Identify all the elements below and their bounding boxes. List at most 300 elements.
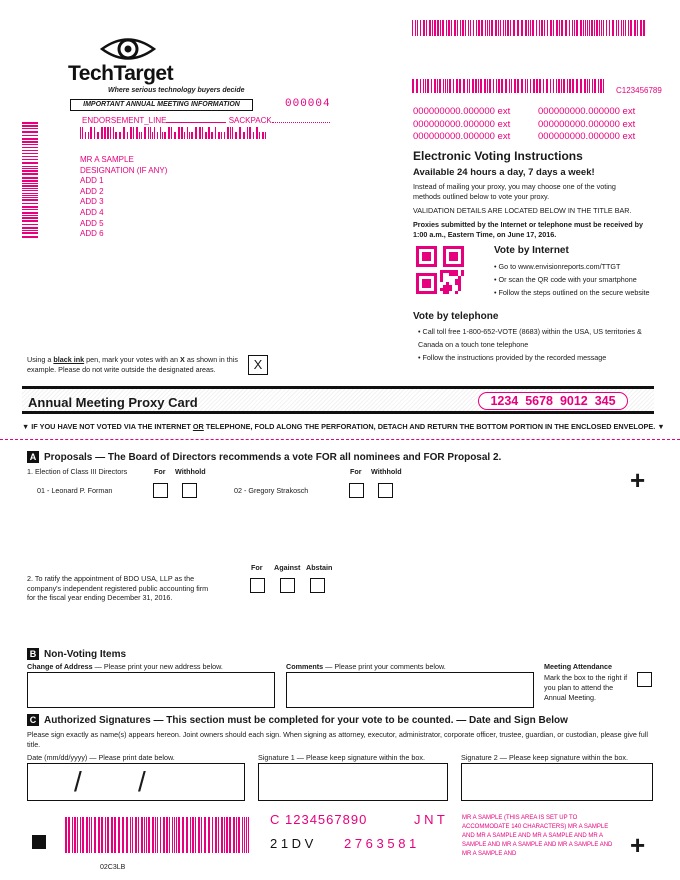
registration-plus-bottom: +	[630, 830, 646, 860]
barcode-bar	[454, 20, 456, 36]
barcode-bar	[22, 224, 38, 225]
barcode-bar	[420, 20, 421, 36]
barcode-bar	[163, 817, 165, 853]
barcode-bar	[77, 817, 78, 853]
barcode-bar	[459, 79, 461, 93]
barcode-bar	[233, 817, 235, 853]
barcode-bar	[463, 79, 465, 93]
barcode-bar	[567, 79, 568, 93]
barcode-bar	[22, 220, 38, 222]
footer-barcode	[65, 817, 255, 853]
barcode-bar	[426, 20, 427, 36]
barcode-bar	[89, 817, 90, 853]
barcode-bar	[589, 20, 590, 36]
barcode-bar	[587, 79, 588, 93]
qr-code	[416, 246, 464, 294]
techtarget-logo	[68, 32, 268, 92]
barcode-bar	[247, 127, 248, 139]
logo-text: TechTarget	[68, 62, 174, 85]
barcode-bar	[634, 20, 636, 36]
barcode-bar	[111, 817, 113, 853]
barcode-bar	[569, 79, 571, 93]
barcode-bar	[559, 20, 560, 36]
comments-bold: Comments	[286, 662, 324, 671]
section-c-letter: C	[27, 714, 39, 726]
barcode-bar	[599, 20, 600, 36]
barcode-bar	[190, 817, 191, 853]
comments-label	[286, 662, 446, 671]
barcode-bar	[630, 20, 632, 36]
nominee-2-for-checkbox[interactable]	[349, 483, 364, 498]
barcode-bar	[536, 20, 537, 36]
barcode-bar	[456, 79, 458, 93]
barcode-bar	[473, 20, 474, 36]
proposal-2-label: 2. To ratify the appointment of BDO USA, LLP as the company's independent registered public accounting firm for the fiscal year ending December 31, 2016.	[27, 574, 209, 602]
barcode-bar	[139, 132, 140, 139]
barcode-bar	[572, 20, 573, 36]
barcode-bar	[558, 79, 560, 93]
barcode-bar	[248, 817, 249, 853]
comments-rest: — Please print your comments below.	[323, 662, 446, 671]
signature-1-label: Signature 1 — Please keep signature within the box.	[258, 753, 426, 762]
barcode-bar	[22, 153, 38, 154]
barcode-bar	[178, 127, 180, 139]
barcode-bar	[521, 79, 523, 93]
barcode-bar	[513, 20, 515, 36]
barcode-bar	[574, 20, 575, 36]
barcode-bar	[104, 127, 106, 139]
barcode-bar	[533, 79, 535, 93]
p2-abstain-checkbox[interactable]	[310, 578, 325, 593]
barcode-bar	[221, 132, 222, 139]
barcode-bar	[230, 127, 231, 139]
barcode-bar	[157, 817, 158, 853]
barcode-bar	[22, 168, 38, 169]
barcode-bar	[146, 817, 147, 853]
barcode-bar	[448, 20, 450, 36]
barcode-bar	[423, 79, 424, 93]
barcode-bar	[22, 193, 38, 194]
barcode-bar	[171, 127, 172, 139]
barcode-bar	[569, 20, 570, 36]
voting-intro: Instead of mailing your proxy, you may choose one of the voting methods outlined below to vote your proxy.	[413, 182, 616, 201]
barcode-bar	[115, 132, 117, 139]
barcode-bar	[119, 132, 121, 139]
barcode-bar	[576, 79, 578, 93]
barcode-bar	[215, 127, 216, 139]
left-vertical-barcode	[22, 122, 38, 240]
barcode-bar	[539, 79, 541, 93]
comments-box[interactable]	[286, 672, 534, 708]
barcode-bar	[141, 132, 142, 139]
barcode-bar	[591, 20, 593, 36]
registration-plus-top: +	[630, 465, 646, 495]
barcode-bar	[22, 230, 38, 231]
date-box[interactable]	[27, 763, 245, 801]
barcode-bar	[262, 132, 264, 139]
barcode-bar	[447, 79, 448, 93]
barcode-bar	[212, 817, 213, 853]
barcode-bar	[475, 79, 477, 93]
barcode-bar	[556, 20, 558, 36]
barcode-bar	[22, 159, 38, 160]
barcode-bar	[198, 817, 200, 853]
p1-for-header: For	[154, 467, 166, 476]
barcode-bar	[101, 817, 103, 853]
barcode-bar	[22, 177, 38, 179]
barcode-bar	[182, 817, 184, 853]
phone-title: Vote by telephone	[413, 311, 499, 322]
barcode-bar	[525, 79, 526, 93]
barcode-bar	[94, 817, 96, 853]
barcode-bar	[168, 127, 170, 139]
fold-instruction	[22, 422, 665, 431]
tagline: Where serious technology buyers decide	[108, 87, 245, 94]
barcode-bar	[22, 138, 38, 140]
barcode-bar	[505, 20, 506, 36]
voting-available: Available 24 hours a day, 7 days a week!	[413, 167, 595, 178]
ink-post: as shown in this example. Please do not write outside the designated areas.	[27, 355, 238, 374]
address-line: ADD 4	[80, 207, 104, 217]
barcode-bar	[138, 817, 139, 853]
barcode-bar	[22, 197, 38, 198]
barcode-bar	[224, 817, 225, 853]
barcode-bar	[152, 817, 154, 853]
barcode-bar	[195, 127, 197, 139]
barcode-bar	[195, 817, 196, 853]
barcode-bar	[97, 132, 99, 139]
barcode-bar	[144, 817, 145, 853]
date-label: Date (mm/dd/yyyy) — Please print date below.	[27, 753, 175, 762]
barcode-bar	[22, 185, 38, 187]
barcode-bar	[90, 127, 92, 139]
barcode-bar	[74, 817, 76, 853]
nominee-2: 02 - Gregory Strakosch	[234, 486, 309, 495]
barcode-bar	[589, 79, 590, 93]
p2-against-checkbox[interactable]	[280, 578, 295, 593]
barcode-bar	[596, 20, 598, 36]
sackpack-label: SACKPACK	[228, 116, 272, 125]
barcode-bar	[201, 817, 202, 853]
barcode-bar	[517, 20, 519, 36]
barcode-bar	[556, 79, 557, 93]
barcode-bar	[192, 817, 194, 853]
barcode-bar	[487, 20, 488, 36]
barcode-bar	[495, 20, 497, 36]
barcode-bar	[511, 79, 512, 93]
top-barcode	[412, 20, 664, 36]
barcode-bar	[550, 79, 551, 93]
barcode-bar	[449, 79, 451, 93]
barcode-bar	[243, 132, 245, 139]
signature-instructions: Please sign exactly as name(s) appears hereon. Joint owners should each sign. When signing as attorney, executor, administrator, corporate officer, trustee, guardian, or custodian, please give full title.	[27, 730, 648, 749]
barcode-bar	[238, 817, 240, 853]
nominee-1-for-checkbox[interactable]	[153, 483, 168, 498]
barcode-bar	[547, 20, 548, 36]
p2-for-checkbox[interactable]	[250, 578, 265, 593]
barcode-bar	[82, 127, 83, 139]
barcode-bar	[22, 206, 38, 208]
barcode-bar	[178, 817, 180, 853]
section-b-title: Non-Voting Items	[44, 648, 127, 660]
barcode-bar	[493, 79, 494, 93]
barcode-bar	[489, 20, 490, 36]
barcode-bar	[22, 141, 38, 143]
barcode-bar	[500, 20, 501, 36]
barcode-bar	[101, 127, 103, 139]
barcode-bar	[130, 127, 132, 139]
barcode-bar	[572, 79, 574, 93]
barcode-bar	[505, 79, 507, 93]
section-a-header	[27, 451, 501, 463]
barcode-bar	[478, 79, 479, 93]
footer-code-1-suffix: J N T	[414, 812, 445, 827]
barcode-bar	[539, 20, 540, 36]
barcode-bar	[440, 20, 441, 36]
barcode-bar	[239, 127, 241, 139]
endorsement-line	[82, 116, 330, 125]
barcode-bar	[211, 132, 213, 139]
important-info-box: IMPORTANT ANNUAL MEETING INFORMATION	[70, 99, 253, 111]
barcode-bar	[160, 127, 161, 139]
barcode-bar	[517, 79, 519, 93]
barcode-bar	[249, 127, 251, 139]
signature-2-box[interactable]	[461, 763, 653, 801]
barcode-bar	[22, 150, 38, 151]
qr-code-icon	[416, 246, 464, 294]
barcode-bar	[423, 20, 425, 36]
barcode-bar	[420, 79, 421, 93]
barcode-bar	[88, 132, 89, 139]
barcode-bar	[603, 20, 604, 36]
barcode-bar	[600, 79, 602, 93]
barcode-bar	[553, 20, 554, 36]
barcode-bar	[594, 79, 596, 93]
attendance-checkbox[interactable]	[637, 672, 652, 687]
barcode-bar	[640, 20, 642, 36]
ext-value: 000000000.000000 ext	[538, 118, 636, 130]
barcode-bar	[565, 20, 567, 36]
barcode-bar	[105, 817, 106, 853]
endorsement-label: ENDORSEMENT_LINE	[82, 116, 167, 125]
section-a-letter: A	[27, 451, 39, 463]
fold-or: OR	[192, 422, 204, 431]
barcode-bar	[133, 127, 134, 139]
barcode-bar	[625, 20, 626, 36]
barcode-bar	[598, 79, 599, 93]
fold-post: TELEPHONE, FOLD ALONG THE PERFORATION, DETACH AND RETURN THE BOTTOM PORTION IN THE ENCLOSED ENVELOPE. ▼	[203, 422, 665, 431]
barcode-bar	[94, 127, 95, 139]
barcode-bar	[22, 162, 38, 164]
internet-title: Vote by Internet	[494, 245, 569, 256]
barcode-bar	[107, 127, 109, 139]
barcode-bar	[592, 79, 593, 93]
barcode-bar	[509, 79, 510, 93]
barcode-bar	[85, 132, 86, 139]
barcode-bar	[503, 20, 504, 36]
barcode-bar	[585, 20, 586, 36]
p1-withhold-header: Withhold	[175, 467, 206, 476]
ext-values	[413, 106, 643, 144]
date-slash-1: /	[74, 766, 82, 797]
barcode-bar	[98, 817, 100, 853]
barcode-bar	[434, 20, 436, 36]
barcode-bar	[623, 20, 624, 36]
p2-abstain-header: Abstain	[306, 563, 333, 572]
phone-item: • Call toll free 1-800-652-VOTE (8683) within the USA, US territories & Canada on a touch tone telephone	[418, 327, 642, 349]
barcode-bar	[110, 127, 111, 139]
voting-deadline: Proxies submitted by the Internet or telephone must be received by 1:00 a.m., Eastern Time, on June 17, 2016.	[413, 220, 644, 239]
barcode-bar	[189, 132, 190, 139]
ink-mid: pen, mark your votes with an	[84, 355, 181, 364]
ext-value: 000000000.000000 ext	[413, 106, 511, 117]
address-line: ADD 5	[80, 218, 104, 228]
barcode-bar	[576, 20, 578, 36]
barcode-bar	[561, 79, 562, 93]
barcode-bar	[22, 183, 38, 184]
barcode-bar	[65, 817, 67, 853]
barcode-bar	[176, 817, 177, 853]
barcode-bar	[184, 132, 185, 139]
barcode-bar	[68, 817, 70, 853]
barcode-bar	[563, 79, 565, 93]
barcode-bar	[130, 817, 131, 853]
barcode-bar	[215, 817, 217, 853]
voting-validation: VALIDATION DETAILS ARE LOCATED BELOW IN THE TITLE BAR.	[413, 206, 632, 215]
barcode-bar	[22, 180, 38, 182]
barcode-bar	[22, 215, 38, 216]
change-address-box[interactable]	[27, 672, 275, 708]
nominee-1-withhold-checkbox[interactable]	[182, 483, 197, 498]
barcode-bar	[144, 127, 146, 139]
barcode-bar	[191, 132, 193, 139]
barcode-bar	[429, 20, 431, 36]
form-code: 02C3LB	[100, 864, 126, 871]
barcode-bar	[174, 817, 175, 853]
barcode-bar	[431, 79, 432, 93]
barcode-bar	[80, 817, 81, 853]
footer-code-2: 2 1 D V	[270, 836, 314, 851]
section-a-title: Proposals — The Board of Directors recommends a vote FOR all nominees and FOR Proposal 2.	[44, 451, 502, 463]
barcode-bar	[172, 817, 173, 853]
barcode-bar	[224, 132, 225, 139]
barcode-bar	[453, 79, 454, 93]
barcode-bar	[501, 79, 503, 93]
barcode-bar	[162, 132, 163, 139]
barcode-bar	[528, 20, 529, 36]
footer-code-1: C 1234567890	[270, 812, 368, 827]
barcode-bar	[415, 20, 416, 36]
barcode-bar	[187, 127, 188, 139]
address-line: MR A SAMPLE	[80, 155, 134, 164]
example-mark: X	[253, 357, 263, 372]
address-line: ADD 1	[80, 176, 104, 186]
barcode-bar	[22, 125, 38, 127]
barcode-bar	[152, 132, 153, 139]
barcode-bar	[546, 79, 548, 93]
attendance-text: Mark the box to the right if you plan to attend the Annual Meeting.	[544, 673, 628, 702]
proxy-title-bar	[22, 386, 654, 414]
barcode-bar	[489, 79, 491, 93]
barcode-bar	[601, 20, 602, 36]
barcode-bar	[618, 20, 619, 36]
barcode-bar	[22, 131, 38, 133]
barcode-bar	[72, 817, 73, 853]
barcode-bar	[218, 817, 219, 853]
ink-pre: Using a	[27, 355, 54, 364]
barcode-bar	[427, 79, 429, 93]
barcode-bar	[199, 127, 201, 139]
sequence-number: 000004	[285, 98, 331, 110]
barcode-bar	[132, 817, 133, 853]
control-number: 1234 5678 9012 345	[478, 392, 628, 410]
barcode-bar	[580, 79, 582, 93]
barcode-bar	[256, 127, 258, 139]
barcode-bar	[150, 127, 151, 139]
voting-title: Electronic Voting Instructions	[413, 149, 583, 163]
id-barcode	[412, 79, 608, 93]
barcode-bar	[612, 20, 614, 36]
barcode-bar	[22, 122, 38, 124]
p1b-withhold-header: Withhold	[371, 467, 402, 476]
barcode-bar	[530, 20, 531, 36]
barcode-bar	[22, 147, 38, 148]
barcode-bar	[155, 817, 156, 853]
barcode-bar	[107, 817, 109, 853]
barcode-bar	[148, 817, 150, 853]
barcode-bar	[148, 127, 149, 139]
barcode-bar	[181, 127, 183, 139]
proxy-card-title: Annual Meeting Proxy Card	[28, 395, 198, 410]
signature-1-box[interactable]	[258, 763, 448, 801]
change-address-label	[27, 662, 223, 671]
barcode-bar	[235, 132, 237, 139]
barcode-bar	[157, 132, 158, 139]
barcode-bar	[22, 209, 38, 210]
barcode-bar	[485, 20, 486, 36]
nominee-1: 01 - Leonard P. Forman	[37, 486, 113, 495]
barcode-bar	[621, 20, 622, 36]
barcode-bar	[236, 817, 237, 853]
id-code: C123456789	[616, 86, 662, 95]
internet-item: • Or scan the QR code with your smartphone	[494, 275, 637, 284]
barcode-bar	[530, 79, 531, 93]
change-bold: Change of Address	[27, 662, 93, 671]
barcode-bar	[114, 817, 116, 853]
barcode-bar	[22, 156, 38, 157]
barcode-bar	[160, 817, 161, 853]
barcode-bar	[460, 20, 461, 36]
nominee-2-withhold-checkbox[interactable]	[378, 483, 393, 498]
barcode-bar	[584, 79, 586, 93]
barcode-bar	[22, 227, 38, 229]
barcode-bar	[510, 20, 511, 36]
attendance-title: Meeting Attendance	[544, 662, 613, 671]
barcode-bar	[265, 132, 266, 139]
barcode-bar	[487, 79, 488, 93]
registration-square	[32, 835, 46, 849]
barcode-bar	[141, 817, 143, 853]
barcode-bar	[253, 132, 254, 139]
barcode-bar	[507, 20, 509, 36]
barcode-bar	[22, 232, 38, 234]
barcode-bar	[122, 817, 124, 853]
barcode-bar	[525, 20, 527, 36]
barcode-bar	[22, 217, 38, 219]
barcode-bar	[126, 817, 128, 853]
internet-item: • Go to www.envisionreports.com/TTGT	[494, 262, 621, 271]
barcode-bar	[229, 817, 231, 853]
